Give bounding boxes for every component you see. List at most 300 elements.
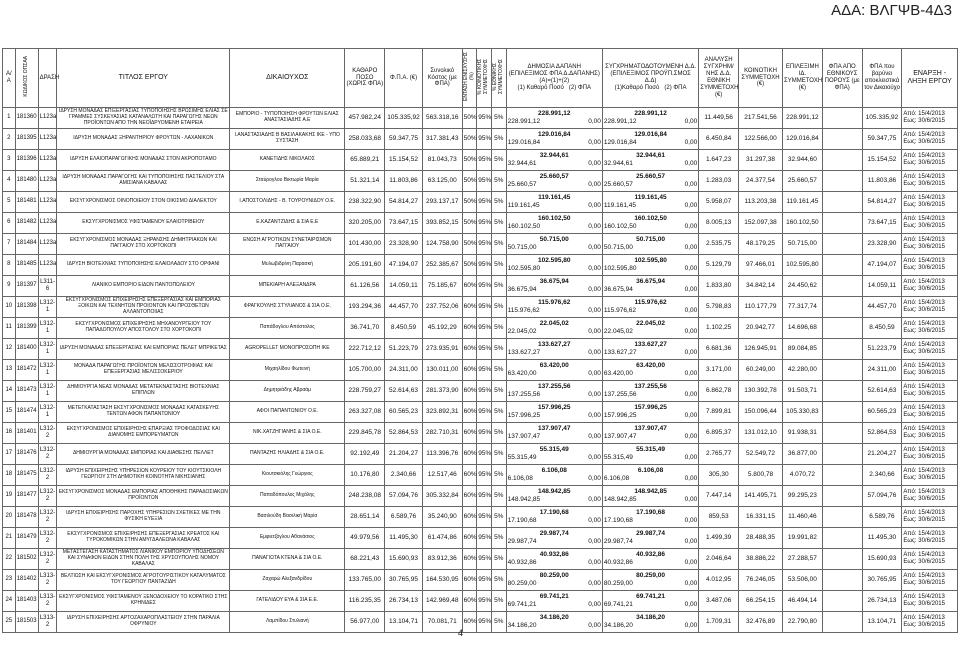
cell-epileximi: 42.280,00 bbox=[783, 359, 823, 380]
cell-entasi: 50% bbox=[462, 107, 477, 128]
cell-titlos: ΕΚΣΥΓΧΡΟΝΙΣΜΟΣ ΕΠΙΧΕΙΡΗΣΗΣ ΕΠΕΞΕΡΓΑΣΙΑΣ ΚΡΕΑΤΟΣ ΚΑΙ ΤΥΡΟΚΟΜΙΚΩΝ ΣΤΗΝ ΑΜΥΓΔΑΛΕΩΝΑ ΚΑΒΑΛΑΣ bbox=[57, 527, 230, 548]
cell-epileximi: 50.715,00 bbox=[783, 233, 823, 254]
cell-dikaiouxos: Σταύρογλου Βικτωρία Μαρία bbox=[230, 170, 345, 191]
cell-drasi: L123a bbox=[38, 233, 57, 254]
cell-katharo: 56.977,00 bbox=[345, 611, 385, 632]
cell-aa: 20 bbox=[3, 506, 16, 527]
cell-entasi: 60% bbox=[462, 611, 477, 632]
cell-synoliko: 252.385,67 bbox=[422, 254, 462, 275]
cell-dikaiouxos: ΕΜΠΟΡΙΟ - ΤΥΠΟΠΟΙΗΣΗ ΦΡΟΥΤΩΝ ΕΛΙΑΣ ΑΝΑΣΤΑΣΙΑΔΗΣ Α.Ε bbox=[230, 107, 345, 128]
cell-dimosia-dapani: 69.741,21 69.741,21 0,00 bbox=[506, 590, 602, 611]
cell-synoliko: 61.474,86 bbox=[422, 527, 462, 548]
cell-fpa-dikaiouxou: 26.734,13 bbox=[862, 590, 902, 611]
cell-drasi: L312-2 bbox=[38, 422, 57, 443]
cell-dimosia-dapani: 22.045,02 22.045,02 0,00 bbox=[506, 317, 602, 338]
cell-dikaiouxos: ΜΠΕΚΙΑΡΗ ΑΛΕΞΑΝΔΡΑ bbox=[230, 275, 345, 296]
cell-kodikos: 181402 bbox=[15, 569, 38, 590]
cell-koinotiki: 31.297,38 bbox=[739, 149, 783, 170]
cell-dimosia-dapani: 40.932,86 40.932,86 0,00 bbox=[506, 548, 602, 569]
cell-epileximi: 99.295,23 bbox=[783, 485, 823, 506]
cell-dimosia-dapani: 157.996,25 157.996,25 0,00 bbox=[506, 401, 602, 422]
cell-ethniki: 5.958,07 bbox=[699, 191, 739, 212]
cell-dikaiouxos: ΝΙΚ.ΧΑΤΖΗΓΙΑΝΗΣ & ΣΙΑ Ο.Ε. bbox=[230, 422, 345, 443]
cell-fpa: 59.347,75 bbox=[385, 128, 423, 149]
cell-drasi: L312-2 bbox=[38, 548, 57, 569]
cell-aa: 12 bbox=[3, 338, 16, 359]
cell-koinotiki: 76.246,05 bbox=[739, 569, 783, 590]
cell-fpa: 73.647,15 bbox=[385, 212, 423, 233]
cell-synoliko: 63.125,00 bbox=[422, 170, 462, 191]
cell-pct-koinotikis: 95% bbox=[477, 233, 492, 254]
cell-sygxrimatodotoumeni: 25.660,57 25.660,57 0,00 bbox=[602, 170, 698, 191]
cell-fpa-ethnikous bbox=[822, 548, 862, 569]
cell-koinotiki: 152.097,38 bbox=[739, 212, 783, 233]
cell-sygxrimatodotoumeni: 50.715,00 50.715,00 0,00 bbox=[602, 233, 698, 254]
projects-table bbox=[2, 48, 958, 633]
cell-fpa-ethnikous bbox=[822, 422, 862, 443]
cell-dimosia-dapani: 25.660,57 25.660,57 0,00 bbox=[506, 170, 602, 191]
cell-enarxi-lixi: Από: 15/4/2013 Εως: 30/6/2015 bbox=[902, 338, 958, 359]
cell-dikaiouxos: ΕΝΩΣΗ ΑΓΡΟΤΙΚΩΝ ΣΥΝΕΤΑΙΡΙΣΜΩΝ ΠΑΓΓΑΙΟΥ bbox=[230, 233, 345, 254]
cell-katharo: 101.430,00 bbox=[345, 233, 385, 254]
cell-entasi: 50% bbox=[462, 254, 477, 275]
cell-sygxrimatodotoumeni: 22.045,02 22.045,02 0,00 bbox=[602, 317, 698, 338]
cell-dikaiouxos: ΦΡΑΓΚΟΥΛΗΣ ΣΤΥΛΙΑΝΟΣ & ΣΙΑ Ο.Ε. bbox=[230, 296, 345, 317]
cell-entasi: 50% bbox=[462, 128, 477, 149]
cell-aa: 14 bbox=[3, 380, 16, 401]
cell-koinotiki: 24.377,54 bbox=[739, 170, 783, 191]
cell-aa: 1 bbox=[3, 107, 16, 128]
cell-pct-koinotikis: 95% bbox=[477, 275, 492, 296]
cell-dikaiouxos: Εμφιετζόγλου Αθανάσιος bbox=[230, 527, 345, 548]
cell-drasi: L123a bbox=[38, 128, 57, 149]
cell-synoliko: 45.192,29 bbox=[422, 317, 462, 338]
cell-fpa: 23.328,90 bbox=[385, 233, 423, 254]
table-row bbox=[3, 569, 958, 590]
cell-fpa: 15.154,52 bbox=[385, 149, 423, 170]
table-row bbox=[3, 254, 958, 275]
cell-ethniki: 1.283,03 bbox=[699, 170, 739, 191]
cell-fpa-dikaiouxou: 73.647,15 bbox=[862, 212, 902, 233]
cell-sygxrimatodotoumeni: 6.106,08 6.106,08 0,00 bbox=[602, 464, 698, 485]
cell-sygxrimatodotoumeni: 157.996,25 157.996,25 0,00 bbox=[602, 401, 698, 422]
cell-ethniki: 5.129,79 bbox=[699, 254, 739, 275]
cell-epileximi: 77.317,74 bbox=[783, 296, 823, 317]
cell-epileximi: 91.503,71 bbox=[783, 380, 823, 401]
page-number: 4 bbox=[458, 628, 464, 638]
cell-pct-koinotikis: 95% bbox=[477, 422, 492, 443]
cell-epileximi: 11.460,46 bbox=[783, 506, 823, 527]
cell-titlos: ΜΟΝΑΔΑ ΠΑΡΑΓΩΓΗΣ ΠΡΟΪΟΝΤΩΝ ΜΕΛΙΣΣΟΤΡΟΦΙΑΣ ΚΑΙ ΕΠΕΞΕΡΓΑΣΙΑΣ ΜΕΛΙΣΣΟΚΕΡΙΟΥ bbox=[57, 359, 230, 380]
table-row bbox=[3, 464, 958, 485]
cell-koinotiki: 122.566,00 bbox=[739, 128, 783, 149]
cell-sygxrimatodotoumeni: 133.627,27 133.627,27 0,00 bbox=[602, 338, 698, 359]
cell-dikaiouxos: Ι.ΑΠΟΣΤΟΛΙΔΗΣ - Β. ΤΟΥΡΟΥΝΙΔΟΥ Ο.Ε. bbox=[230, 191, 345, 212]
cell-epileximi: 4.070,72 bbox=[783, 464, 823, 485]
cell-synoliko: 563.318,16 bbox=[422, 107, 462, 128]
cell-pct-ethnikis: 5% bbox=[491, 506, 506, 527]
cell-pct-koinotikis: 95% bbox=[477, 611, 492, 632]
cell-drasi: L312-2 bbox=[38, 527, 57, 548]
cell-pct-ethnikis: 5% bbox=[491, 485, 506, 506]
cell-pct-koinotikis: 95% bbox=[477, 254, 492, 275]
cell-katharo: 222.712,12 bbox=[345, 338, 385, 359]
cell-fpa-ethnikous bbox=[822, 107, 862, 128]
cell-katharo: 238.322,90 bbox=[345, 191, 385, 212]
cell-dimosia-dapani: 148.942,85 148.942,85 0,00 bbox=[506, 485, 602, 506]
cell-entasi: 60% bbox=[462, 506, 477, 527]
cell-enarxi-lixi: Από: 15/4/2013 Εως: 30/6/2015 bbox=[902, 359, 958, 380]
cell-katharo: 105.700,00 bbox=[345, 359, 385, 380]
cell-koinotiki: 126.945,91 bbox=[739, 338, 783, 359]
cell-synoliko: 124.758,90 bbox=[422, 233, 462, 254]
cell-ethniki: 859,53 bbox=[699, 506, 739, 527]
cell-dikaiouxos: ΚΑΝΕΤΙΔΗΣ ΝΙΚΟΛΑΟΣ bbox=[230, 149, 345, 170]
cell-katharo: 228.759,27 bbox=[345, 380, 385, 401]
cell-fpa-ethnikous bbox=[822, 170, 862, 191]
cell-fpa-dikaiouxou: 52.614,63 bbox=[862, 380, 902, 401]
cell-enarxi-lixi: Από: 15/4/2013 Εως: 30/6/2015 bbox=[902, 464, 958, 485]
cell-fpa-dikaiouxou: 23.328,90 bbox=[862, 233, 902, 254]
header-entasi: ΕΝΤΑΣΗ ΕΝΙΣΧΥΣΗΣ (%) bbox=[462, 49, 477, 108]
header-pct-koinotikis: % ΚΟΙΝΟΤΙΚΗΣ ΣΥΜΜΕΤΟΧΗΣ bbox=[477, 49, 492, 108]
cell-pct-koinotikis: 95% bbox=[477, 443, 492, 464]
cell-dikaiouxos: Ζαχαρώ Αλεξανδρίδου bbox=[230, 569, 345, 590]
cell-fpa-ethnikous bbox=[822, 212, 862, 233]
cell-fpa-dikaiouxou: 11.803,86 bbox=[862, 170, 902, 191]
cell-epileximi: 25.660,57 bbox=[783, 170, 823, 191]
cell-synoliko: 130.011,00 bbox=[422, 359, 462, 380]
cell-fpa: 11.803,86 bbox=[385, 170, 423, 191]
cell-aa: 10 bbox=[3, 296, 16, 317]
cell-entasi: 60% bbox=[462, 527, 477, 548]
cell-kodikos: 181472 bbox=[15, 359, 38, 380]
cell-ethniki: 2.535,75 bbox=[699, 233, 739, 254]
cell-fpa: 51.223,79 bbox=[385, 338, 423, 359]
cell-pct-koinotikis: 95% bbox=[477, 401, 492, 422]
cell-fpa-ethnikous bbox=[822, 401, 862, 422]
cell-fpa-ethnikous bbox=[822, 611, 862, 632]
cell-synoliko: 70.081,71 bbox=[422, 611, 462, 632]
cell-titlos: ΕΚΣΥΓΧΡΟΝΙΣΜΟΣ ΥΦΙΣΤΑΜΕΝΟΥ ΕΛΑΙΟΤΡΙΒΕΙΟΥ bbox=[57, 212, 230, 233]
cell-dikaiouxos: Λαμπίδου Στυλιανή bbox=[230, 611, 345, 632]
cell-fpa-dikaiouxou: 6.589,76 bbox=[862, 506, 902, 527]
cell-enarxi-lixi: Από: 15/4/2013 Εως: 30/6/2015 bbox=[902, 611, 958, 632]
cell-fpa-ethnikous bbox=[822, 191, 862, 212]
cell-synoliko: 317.381,43 bbox=[422, 128, 462, 149]
cell-dikaiouxos: Βασιλούδη Βασιλική Μαρία bbox=[230, 506, 345, 527]
cell-katharo: 457.982,24 bbox=[345, 107, 385, 128]
cell-fpa: 60.565,23 bbox=[385, 401, 423, 422]
cell-synoliko: 293.137,17 bbox=[422, 191, 462, 212]
cell-enarxi-lixi: Από: 15/4/2013 Εως: 30/6/2015 bbox=[902, 212, 958, 233]
cell-dimosia-dapani: 6.106,08 6.106,08 0,00 bbox=[506, 464, 602, 485]
cell-koinotiki: 20.942,77 bbox=[739, 317, 783, 338]
header-katharo: ΚΑΘΑΡΟ ΠΟΣΟ (ΧΩΡΙΣ ΦΠΑ) bbox=[345, 49, 385, 108]
cell-drasi: L313-2 bbox=[38, 569, 57, 590]
cell-synoliko: 323.892,31 bbox=[422, 401, 462, 422]
cell-ethniki: 3.171,00 bbox=[699, 359, 739, 380]
cell-drasi: L312-2 bbox=[38, 485, 57, 506]
cell-epileximi: 91.938,31 bbox=[783, 422, 823, 443]
cell-sygxrimatodotoumeni: 119.161,45 119.161,45 0,00 bbox=[602, 191, 698, 212]
cell-pct-ethnikis: 5% bbox=[491, 527, 506, 548]
cell-pct-ethnikis: 5% bbox=[491, 569, 506, 590]
cell-aa: 22 bbox=[3, 548, 16, 569]
cell-pct-ethnikis: 5% bbox=[491, 380, 506, 401]
cell-drasi: L312-2 bbox=[38, 443, 57, 464]
cell-dimosia-dapani: 137.907,47 137.907,47 0,00 bbox=[506, 422, 602, 443]
cell-epileximi: 89.084,85 bbox=[783, 338, 823, 359]
cell-aa: 21 bbox=[3, 527, 16, 548]
cell-ethniki: 6.450,84 bbox=[699, 128, 739, 149]
cell-titlos: ΙΔΡΥΣΗ ΒΙΟΤΕΧΝΙΑΣ ΤΥΠΟΠΟΙΗΣΗΣ ΕΛΑΙΟΛΑΔΟΥ ΣΤΟ ΟΡΦΑΝΙ bbox=[57, 254, 230, 275]
cell-dimosia-dapani: 29.987,74 29.987,74 0,00 bbox=[506, 527, 602, 548]
cell-katharo: 248.238,08 bbox=[345, 485, 385, 506]
cell-enarxi-lixi: Από: 15/4/2013 Εως: 30/6/2015 bbox=[902, 401, 958, 422]
cell-entasi: 50% bbox=[462, 149, 477, 170]
cell-synoliko: 142.969,48 bbox=[422, 590, 462, 611]
table-row bbox=[3, 401, 958, 422]
cell-pct-ethnikis: 5% bbox=[491, 401, 506, 422]
cell-dikaiouxos: Ι.ΑΝΑΣΤΑΣΙΑΔΗΣ Β ΒΑΣΙΛΑΚΑΚΗΣ ΙΚΕ - ΥΠΟ ΣΥΣΤΑΣΗ bbox=[230, 128, 345, 149]
cell-katharo: 133.765,00 bbox=[345, 569, 385, 590]
cell-entasi: 60% bbox=[462, 548, 477, 569]
cell-pct-ethnikis: 5% bbox=[491, 443, 506, 464]
cell-aa: 9 bbox=[3, 275, 16, 296]
cell-epileximi: 129.016,84 bbox=[783, 128, 823, 149]
cell-fpa-dikaiouxou: 8.450,59 bbox=[862, 317, 902, 338]
header-titlos: ΤΙΤΛΟΣ ΕΡΓΟΥ bbox=[57, 49, 230, 108]
cell-fpa: 54.814,27 bbox=[385, 191, 423, 212]
cell-fpa-dikaiouxou: 2.340,66 bbox=[862, 464, 902, 485]
cell-synoliko: 113.396,76 bbox=[422, 443, 462, 464]
cell-titlos: ΕΚΣΥΓΧΡΟΝΙΣΜΟΣ ΕΠΙΧΕΙΡΗΣΗΣ ΕΠΑΡΞΙΑΣ ΤΡΟΦΟΔΟΣΙΑΣ ΚΑΙ ΔΙΑΝΟΜΗΣ ΕΜΠΟΡΕΥΜΑΤΩΝ bbox=[57, 422, 230, 443]
cell-pct-ethnikis: 5% bbox=[491, 191, 506, 212]
cell-titlos: ΙΔΡΥΣΗ ΜΟΝΑΔΑΣ ΞΗΡΑΝΤΗΡΙΟΥ ΦΡΟΥΤΩΝ - ΛΑΧΑΝΙΚΩΝ bbox=[57, 128, 230, 149]
cell-pct-koinotikis: 95% bbox=[477, 527, 492, 548]
cell-fpa: 15.690,93 bbox=[385, 548, 423, 569]
cell-ethniki: 6.862,78 bbox=[699, 380, 739, 401]
cell-fpa: 44.457,70 bbox=[385, 296, 423, 317]
cell-entasi: 60% bbox=[462, 590, 477, 611]
cell-fpa-ethnikous bbox=[822, 485, 862, 506]
cell-dimosia-dapani: 137.255,56 137.255,56 0,00 bbox=[506, 380, 602, 401]
cell-pct-ethnikis: 5% bbox=[491, 212, 506, 233]
cell-dikaiouxos: ΠΑΝΑΓΙΩΤΑ ΚΤΕΝΑ & ΣΙΑ Ο.Ε. bbox=[230, 548, 345, 569]
table-row bbox=[3, 527, 958, 548]
cell-dikaiouxos: Δημητριάδης Αβραάμ bbox=[230, 380, 345, 401]
cell-katharo: 68.221,43 bbox=[345, 548, 385, 569]
cell-enarxi-lixi: Από: 15/4/2013 Εως: 30/6/2015 bbox=[902, 317, 958, 338]
cell-kodikos: 181399 bbox=[15, 317, 38, 338]
table-row bbox=[3, 443, 958, 464]
cell-fpa-dikaiouxou: 44.457,70 bbox=[862, 296, 902, 317]
cell-sygxrimatodotoumeni: 55.315,49 55.315,49 0,00 bbox=[602, 443, 698, 464]
table-row bbox=[3, 275, 958, 296]
cell-fpa: 8.450,59 bbox=[385, 317, 423, 338]
cell-ethniki: 2.046,64 bbox=[699, 548, 739, 569]
cell-fpa-dikaiouxou: 21.204,27 bbox=[862, 443, 902, 464]
cell-ethniki: 1.647,23 bbox=[699, 149, 739, 170]
cell-titlos: ΕΚΣΥΓΧΡΟΝΙΣΜΟΣ ΟΙΝΟΠΟΙΕΙΟΥ ΣΤΟΝ ΟΙΚΙΣΜΟ ΔΙΑΛΕΚΤΟΥ bbox=[57, 191, 230, 212]
cell-sygxrimatodotoumeni: 102.595,80 102.595,80 0,00 bbox=[602, 254, 698, 275]
cell-pct-koinotikis: 95% bbox=[477, 149, 492, 170]
cell-ethniki: 7.447,14 bbox=[699, 485, 739, 506]
cell-ethniki: 3.487,06 bbox=[699, 590, 739, 611]
cell-fpa-ethnikous bbox=[822, 254, 862, 275]
cell-entasi: 60% bbox=[462, 380, 477, 401]
cell-entasi: 50% bbox=[462, 191, 477, 212]
cell-epileximi: 105.330,83 bbox=[783, 401, 823, 422]
cell-drasi: L312-1 bbox=[38, 338, 57, 359]
cell-aa: 18 bbox=[3, 464, 16, 485]
cell-fpa-ethnikous bbox=[822, 443, 862, 464]
cell-titlos: ΜΕΤΕΓΚΑΤΑΣΤΑΣΗ ΕΚΣΥΓΧΡΟΝΙΣΜΟΣ ΜΟΝΑΔΑΣ ΚΑΤΑΣΚΕΥΗΣ ΤΕΝΤΩΝ ΑΦΩΝ ΠΑΠΑΝΤΩΝΙΟΥ bbox=[57, 401, 230, 422]
cell-fpa-dikaiouxou: 60.565,23 bbox=[862, 401, 902, 422]
cell-dikaiouxos: Μιχαηλίδου Φωτεινή bbox=[230, 359, 345, 380]
table-row bbox=[3, 548, 958, 569]
cell-aa: 25 bbox=[3, 611, 16, 632]
cell-enarxi-lixi: Από: 15/4/2013 Εως: 30/6/2015 bbox=[902, 485, 958, 506]
cell-kodikos: 181400 bbox=[15, 338, 38, 359]
table-row bbox=[3, 128, 958, 149]
cell-koinotiki: 16.331,15 bbox=[739, 506, 783, 527]
cell-enarxi-lixi: Από: 15/4/2013 Εως: 30/6/2015 bbox=[902, 506, 958, 527]
cell-koinotiki: 32.476,89 bbox=[739, 611, 783, 632]
cell-fpa-ethnikous bbox=[822, 506, 862, 527]
cell-katharo: 263.327,08 bbox=[345, 401, 385, 422]
cell-fpa-ethnikous bbox=[822, 296, 862, 317]
cell-koinotiki: 38.886,22 bbox=[739, 548, 783, 569]
cell-entasi: 60% bbox=[462, 464, 477, 485]
table-row bbox=[3, 317, 958, 338]
cell-koinotiki: 130.392,78 bbox=[739, 380, 783, 401]
cell-pct-koinotikis: 95% bbox=[477, 191, 492, 212]
cell-enarxi-lixi: Από: 15/4/2013 Εως: 30/6/2015 bbox=[902, 548, 958, 569]
cell-koinotiki: 28.488,35 bbox=[739, 527, 783, 548]
cell-kodikos: 181395 bbox=[15, 128, 38, 149]
cell-ethniki: 1.102,25 bbox=[699, 317, 739, 338]
cell-enarxi-lixi: Από: 15/4/2013 Εως: 30/6/2015 bbox=[902, 128, 958, 149]
cell-dimosia-dapani: 36.675,94 36.675,94 0,00 bbox=[506, 275, 602, 296]
cell-drasi: L123a bbox=[38, 212, 57, 233]
cell-kodikos: 181398 bbox=[15, 296, 38, 317]
cell-pct-koinotikis: 95% bbox=[477, 506, 492, 527]
cell-synoliko: 237.752,06 bbox=[422, 296, 462, 317]
cell-fpa-dikaiouxou: 47.194,07 bbox=[862, 254, 902, 275]
cell-fpa-dikaiouxou: 52.864,53 bbox=[862, 422, 902, 443]
cell-sygxrimatodotoumeni: 148.942,85 148.942,85 0,00 bbox=[602, 485, 698, 506]
cell-koinotiki: 52.549,72 bbox=[739, 443, 783, 464]
cell-pct-ethnikis: 5% bbox=[491, 359, 506, 380]
cell-fpa-dikaiouxou: 57.094,76 bbox=[862, 485, 902, 506]
cell-pct-ethnikis: 5% bbox=[491, 422, 506, 443]
cell-entasi: 60% bbox=[462, 401, 477, 422]
table-row bbox=[3, 611, 958, 632]
cell-koinotiki: 131.012,10 bbox=[739, 422, 783, 443]
cell-fpa-ethnikous bbox=[822, 590, 862, 611]
cell-kodikos: 181485 bbox=[15, 254, 38, 275]
cell-sygxrimatodotoumeni: 115.976,62 115.976,62 0,00 bbox=[602, 296, 698, 317]
cell-kodikos: 181502 bbox=[15, 548, 38, 569]
cell-koinotiki: 110.177,79 bbox=[739, 296, 783, 317]
cell-dikaiouxos: Παπαδόπουλος Μιχάλης bbox=[230, 485, 345, 506]
cell-ethniki: 7.899,81 bbox=[699, 401, 739, 422]
cell-ethniki: 4.012,95 bbox=[699, 569, 739, 590]
cell-entasi: 60% bbox=[462, 485, 477, 506]
cell-drasi: L123a bbox=[38, 170, 57, 191]
cell-dimosia-dapani: 160.102,50 160.102,50 0,00 bbox=[506, 212, 602, 233]
cell-kodikos: 181401 bbox=[15, 422, 38, 443]
cell-enarxi-lixi: Από: 15/4/2013 Εως: 30/6/2015 bbox=[902, 149, 958, 170]
cell-sygxrimatodotoumeni: 129.016,84 129.016,84 0,00 bbox=[602, 128, 698, 149]
cell-titlos: ΙΔΡΥΣΗ ΜΟΝΑΔΑΣ ΠΑΡΑΓΩΓΗΣ ΚΑΙ ΤΥΠΟΠΟΙΗΣΗΣ ΠΑΣΤΕΛΙΟΥ ΣΤΑ ΑΜΙΣΙΑΝΑ ΚΑΒΑΛΑΣ bbox=[57, 170, 230, 191]
cell-titlos: ΙΔΡΥΣΗ ΕΠΙΧΕΙΡΗΣΗΣ ΑΡΤΟΖΑΧΑΡΟΠΛΑΣΤΕΙΟΥ ΣΤΗΝ ΠΑΡΑΛΙΑ ΟΦΡΥΝΙΟΥ bbox=[57, 611, 230, 632]
cell-ethniki: 6.895,37 bbox=[699, 422, 739, 443]
table-row bbox=[3, 233, 958, 254]
cell-epileximi: 160.102,50 bbox=[783, 212, 823, 233]
cell-sygxrimatodotoumeni: 137.907,47 137.907,47 0,00 bbox=[602, 422, 698, 443]
cell-kodikos: 181396 bbox=[15, 149, 38, 170]
cell-fpa-dikaiouxou: 15.690,93 bbox=[862, 548, 902, 569]
cell-pct-koinotikis: 95% bbox=[477, 107, 492, 128]
cell-pct-koinotikis: 95% bbox=[477, 569, 492, 590]
cell-dimosia-dapani: 34.186,20 34.186,20 0,00 bbox=[506, 611, 602, 632]
cell-koinotiki: 97.466,01 bbox=[739, 254, 783, 275]
cell-pct-ethnikis: 5% bbox=[491, 317, 506, 338]
cell-dikaiouxos: ΠΑΝΤΑΖΗΣ ΗΛΙΑΔΗΣ & ΣΙΑ Ο.Ε. bbox=[230, 443, 345, 464]
cell-epileximi: 53.506,00 bbox=[783, 569, 823, 590]
cell-katharo: 65.889,21 bbox=[345, 149, 385, 170]
cell-ethniki: 11.449,56 bbox=[699, 107, 739, 128]
table-row bbox=[3, 485, 958, 506]
cell-entasi: 60% bbox=[462, 296, 477, 317]
cell-dikaiouxos: Κιουτσκιόλης Γεώργιος bbox=[230, 464, 345, 485]
cell-pct-koinotikis: 95% bbox=[477, 380, 492, 401]
table-row bbox=[3, 212, 958, 233]
header-koinotiki: ΚΟΙΝΟΤΙΚΗ ΣΥΜΜΕΤΟΧΗ (€) bbox=[739, 49, 783, 108]
table-row bbox=[3, 170, 958, 191]
cell-aa: 24 bbox=[3, 590, 16, 611]
cell-enarxi-lixi: Από: 15/4/2013 Εως: 30/6/2015 bbox=[902, 422, 958, 443]
cell-titlos: ΙΔΡΥΣΗ ΕΠΙΧΕΙΡΗΣΗΣ ΠΑΡΟΧΗΣ ΥΠΗΡΕΣΙΩΝ ΣΧΕΤΙΚΕΣ ΜΕ ΤΗΝ ΦΥΣΙΚΗ ΕΥΕΞΙΑ bbox=[57, 506, 230, 527]
cell-aa: 7 bbox=[3, 233, 16, 254]
header-fpa: Φ.Π.Α. (€) bbox=[385, 49, 423, 108]
cell-katharo: 229.845,78 bbox=[345, 422, 385, 443]
cell-titlos: ΙΔΡΥΣΗ ΕΠΙΧΕΙΡΗΣΗΣ ΥΠΗΡΕΣΙΩΝ ΚΟΥΡΕΙΟΥ ΤΟΥ ΚΙΟΥΤΣΚΙΟΛΗ ΓΕΩΡΓΙΟΥ ΣΤΗ ΔΗΜΟΤΙΚΗ ΚΟΙΝΟΤΗΤΑ ΝΙΚΗΣΙΑΝΗΣ bbox=[57, 464, 230, 485]
cell-synoliko: 281.373,90 bbox=[422, 380, 462, 401]
cell-titlos: ΕΚΣΥΓΧΡΟΝΙΣΜΟΣ ΜΟΝΑΔΑΣ ΞΗΡΑΝΣΗΣ ΔΗΜΗΤΡΙΑΚΩΝ ΚΑΙ ΠΑΓΓΑΙΟΥ ΣΤΟ ΧΟΡΤΟΚΟΠΙ bbox=[57, 233, 230, 254]
header-synoliko: Συνολικό Κόστος (με ΦΠΑ) bbox=[422, 49, 462, 108]
cell-dimosia-dapani: 102.595,80 102.595,80 0,00 bbox=[506, 254, 602, 275]
cell-pct-koinotikis: 95% bbox=[477, 317, 492, 338]
cell-epileximi: 228.991,12 bbox=[783, 107, 823, 128]
cell-dimosia-dapani: 228.991,12 228.991,12 0,00 bbox=[506, 107, 602, 128]
cell-kodikos: 181478 bbox=[15, 506, 38, 527]
cell-sygxrimatodotoumeni: 160.102,50 160.102,50 0,00 bbox=[602, 212, 698, 233]
cell-pct-ethnikis: 5% bbox=[491, 107, 506, 128]
table-row bbox=[3, 422, 958, 443]
cell-drasi: L312-1 bbox=[38, 401, 57, 422]
cell-katharo: 61.126,56 bbox=[345, 275, 385, 296]
cell-sygxrimatodotoumeni: 69.741,21 69.741,21 0,00 bbox=[602, 590, 698, 611]
cell-titlos: ΔΗΜΙΟΥΡΓΙΑ ΜΟΝΑΔΑΣ ΕΜΠΟΡΙΑΣ ΚΑΙ ΔΙΑΘΕΣΗΣ ΠΕΛΛΕΤ bbox=[57, 443, 230, 464]
cell-aa: 6 bbox=[3, 212, 16, 233]
cell-entasi: 50% bbox=[462, 212, 477, 233]
cell-koinotiki: 141.495,71 bbox=[739, 485, 783, 506]
cell-dimosia-dapani: 133.627,27 133.627,27 0,00 bbox=[506, 338, 602, 359]
